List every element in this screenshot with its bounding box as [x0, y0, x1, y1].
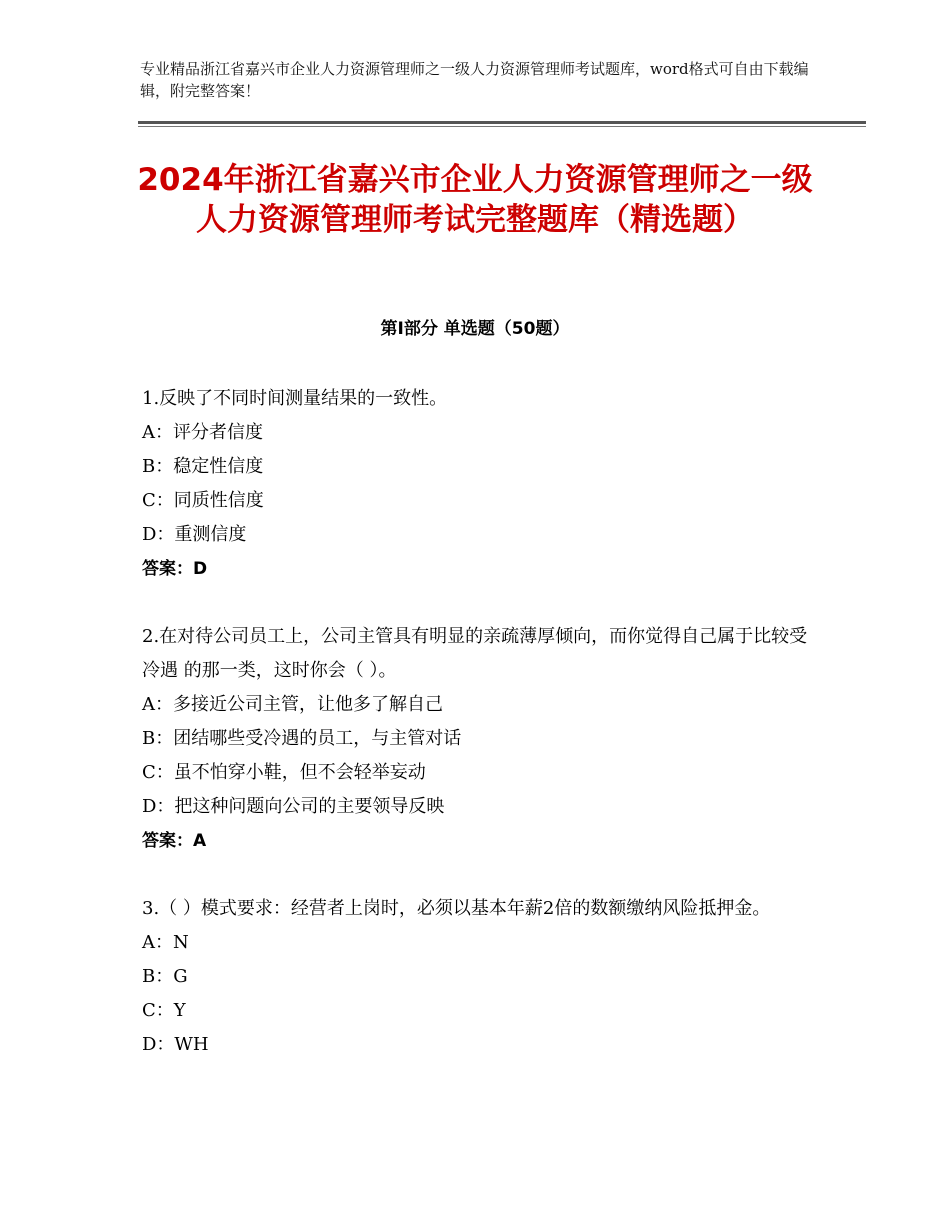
question-stem: 2.在对待公司员工上，公司主管具有明显的亲疏薄厚倾向，而你觉得自己属于比较受冷遇 的那一类，这时你会（ ）。: [142, 626, 808, 681]
option-d: D：把这种问题向公司的主要领导反映: [142, 796, 445, 817]
option-b: B：稳定性信度: [142, 456, 264, 477]
option-b: B：G: [142, 966, 188, 987]
option-a: A：N: [142, 932, 189, 953]
option-a: A：多接近公司主管，让他多了解自己: [142, 694, 443, 715]
option-c: C：同质性信度: [142, 490, 264, 511]
question-list: [142, 382, 812, 1096]
header-note: 专业精品浙江省嘉兴市企业人力资源管理师之一级人力资源管理师考试题库，word格式可自由下载编辑，附完整答案！: [140, 60, 809, 100]
option-a: A：评分者信度: [142, 422, 263, 443]
question-1: [142, 382, 812, 586]
question-3: [142, 892, 812, 1062]
option-d: D：重测信度: [142, 524, 247, 545]
option-c: C：虽不怕穿小鞋，但不会轻举妄动: [142, 762, 426, 783]
option-b: B：团结哪些受冷遇的员工，与主管对话: [142, 728, 462, 749]
section-heading: 第Ⅰ部分 单选题（50题）: [380, 319, 570, 339]
question-2: [142, 620, 812, 858]
option-c: C：Y: [142, 1000, 186, 1021]
header-rule: [138, 121, 866, 124]
answer: 答案：D: [142, 559, 208, 579]
option-d: D：WH: [142, 1034, 209, 1055]
header-rule-thin: [138, 126, 866, 127]
question-stem: 1.反映了不同时间测量结果的一致性。: [142, 388, 448, 409]
answer: 答案：A: [142, 831, 207, 851]
question-stem: 3.（ ）模式要求：经营者上岗时，必须以基本年薪2倍的数额缴纳风险抵押金。: [142, 898, 771, 919]
document-title: 2024年浙江省嘉兴市企业人力资源管理师之一级人力资源管理师考试完整题库（精选题）: [137, 162, 813, 238]
